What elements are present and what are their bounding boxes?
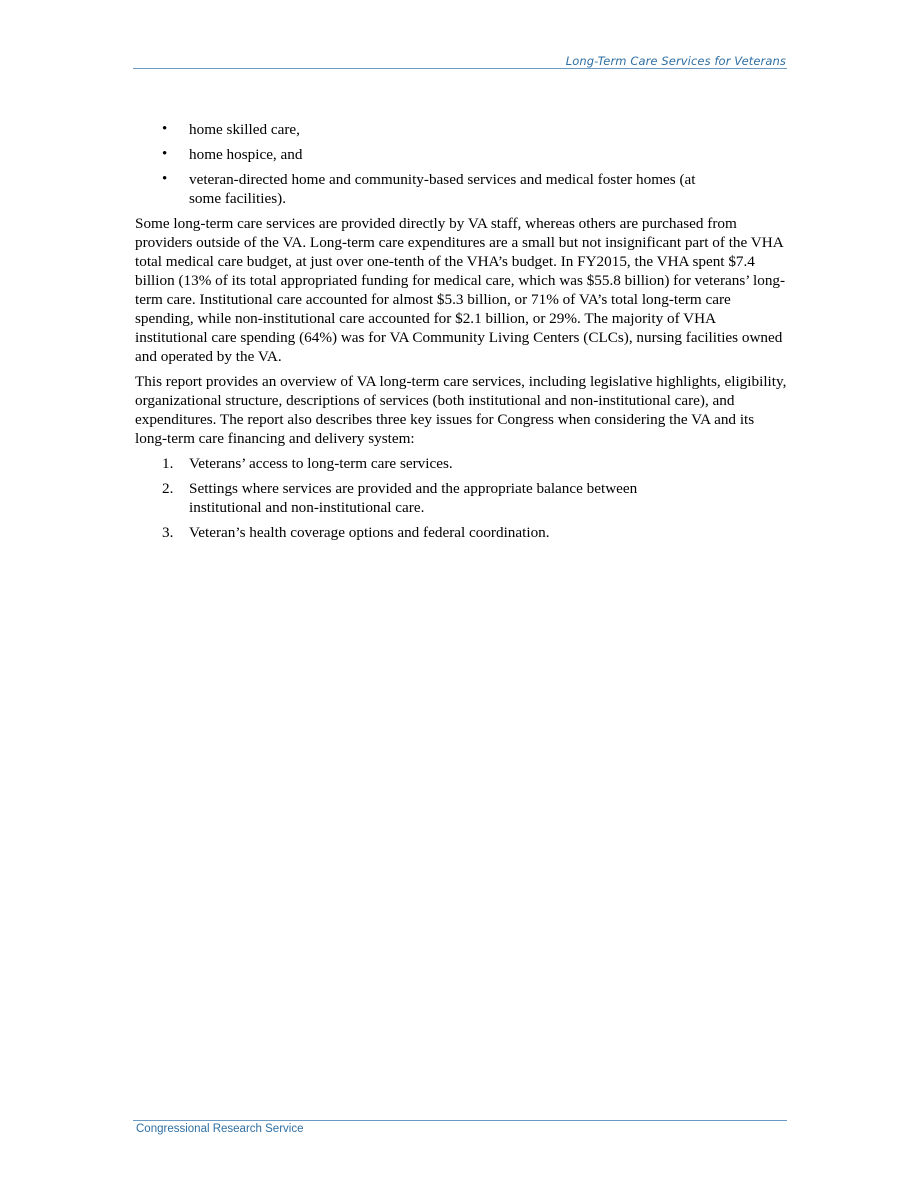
list-item [135, 523, 787, 542]
bullet-icon: • [162, 146, 168, 162]
list-item-text: Veteran’s health coverage options and federal coordination. [189, 524, 550, 541]
footer-rule [133, 1120, 787, 1121]
key-issues-list [135, 454, 787, 542]
list-item [135, 120, 787, 139]
list-item [135, 145, 787, 164]
list-item [135, 454, 787, 473]
list-number: 1. [162, 455, 174, 472]
list-item [135, 479, 787, 517]
paragraph-report-overview: This report provides an overview of VA long-term care services, including legislative highlights, eligibility, organizational structure, descriptions of services (both institutional and non-institutional care), and expenditures. The report also describes three key issues for Congress when considering the VA and its long-term care financing and delivery system: [135, 373, 787, 447]
list-item-text: Settings where services are provided and the appropriate balance between institutional and non-institutional care. [189, 480, 638, 516]
running-header-title: Long-Term Care Services for Veterans [565, 54, 786, 68]
list-item-text: veteran-directed home and community-based services and medical foster homes (at some facilities). [189, 171, 696, 207]
list-number: 3. [162, 524, 174, 541]
header-rule [133, 68, 787, 69]
bullet-icon: • [162, 171, 168, 187]
list-item-text: home hospice, and [189, 146, 303, 163]
services-bullet-list [135, 120, 787, 208]
list-item-text: Veterans’ access to long-term care services. [189, 455, 453, 472]
list-item [135, 170, 787, 208]
page-body [135, 120, 787, 548]
paragraph-expenditures: Some long-term care services are provided directly by VA staff, whereas others are purchased from providers outside of the VA. Long-term care expenditures are a small but not insignificant part of the VHA total medical care budget, at just over one-tenth of the VHA’s budget. In FY2015, the VHA spent $7.4 billion (13% of its total appropriated funding for medical care, which was $55.8 billion) for veterans’ long-term care. Institutional care accounted for almost $5.3 billion, or 71% of VA’s total long-term care spending, while non-institutional care accounted for $2.1 billion, or 29%. The majority of VHA institutional care spending (64%) was for VA Community Living Centers (CLCs), nursing facilities owned and operated by the VA. [135, 215, 786, 365]
list-number: 2. [162, 480, 174, 497]
footer-publisher: Congressional Research Service [136, 1123, 304, 1135]
bullet-icon: • [162, 121, 168, 137]
list-item-text: home skilled care, [189, 121, 300, 138]
